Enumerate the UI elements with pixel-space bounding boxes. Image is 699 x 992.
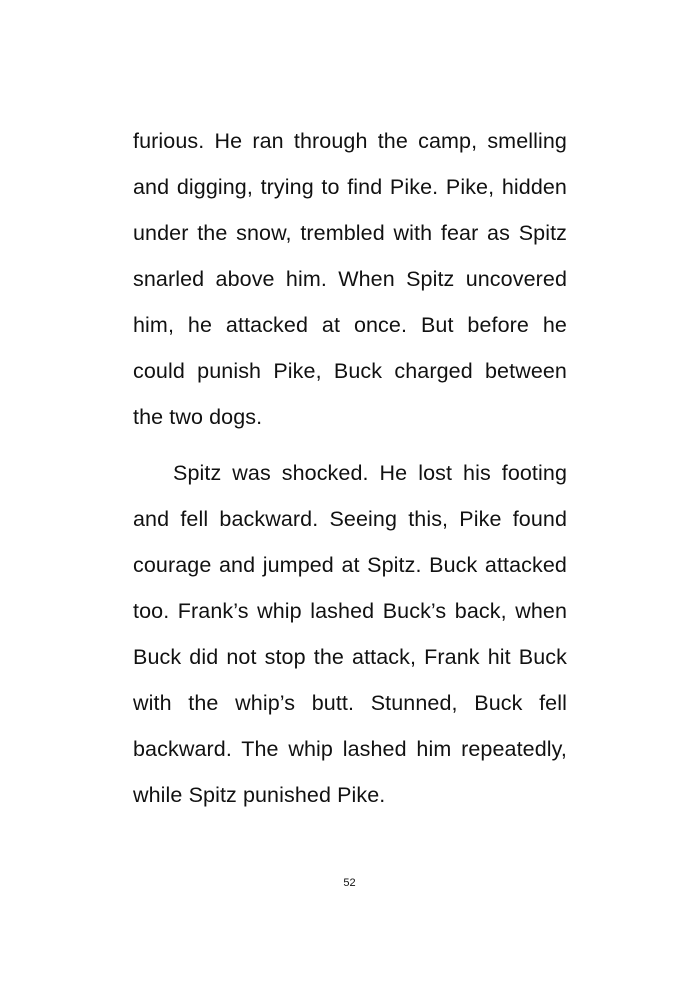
- page-number: 52: [343, 877, 356, 889]
- paragraph: Spitz was shocked. He lost his footing and fell backward. Seeing this, Pike found courage and jumped at Spitz. Buck attacked too. Frank’s whip lashed Buck’s back, when Buck did not stop the attack, Frank hit Buck with the whip’s butt. Stunned, Buck fell backward. The whip lashed him repeatedly, while Spitz punished Pike.: [133, 461, 567, 807]
- page-body: [133, 118, 567, 818]
- paragraph: furious. He ran through the camp, smelling and digging, trying to find Pike. Pike, hidden under the snow, trembled with fear as Spitz snarled above him. When Spitz uncovered him, he attacked at once. But before he could punish Pike, Buck charged between the two dogs.: [133, 129, 567, 429]
